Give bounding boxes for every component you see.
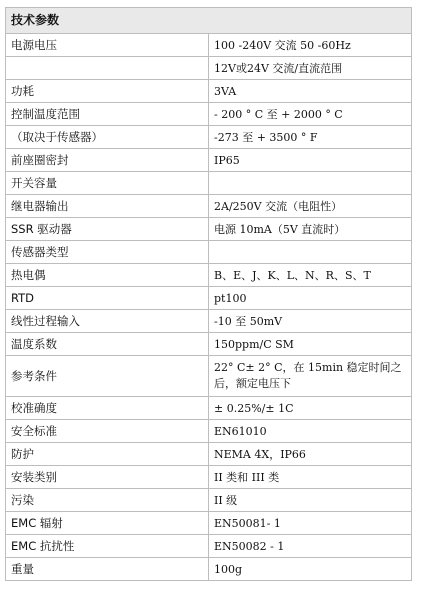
row-label: 热电偶	[6, 264, 209, 287]
row-label: 电源电压	[6, 34, 209, 57]
table-row	[6, 218, 412, 241]
table-row	[6, 241, 412, 264]
row-label: （取决于传感器）	[6, 126, 209, 149]
table-row	[6, 195, 412, 218]
table-header-row	[6, 8, 412, 34]
row-label: 开关容量	[6, 172, 209, 195]
spec-table-body	[6, 8, 412, 581]
row-value: 12V或24V 交流/直流范围	[209, 57, 412, 80]
table-row	[6, 489, 412, 512]
table-row	[6, 149, 412, 172]
table-row	[6, 310, 412, 333]
row-value: - 200 ° C 至 + 2000 ° C	[209, 103, 412, 126]
row-value: 22° C± 2° C，在 15min 稳定时间之后，额定电压下	[209, 356, 412, 397]
table-row	[6, 397, 412, 420]
row-value: 100g	[209, 558, 412, 581]
table-row	[6, 172, 412, 195]
table-row	[6, 512, 412, 535]
row-value: -273 至 + 3500 ° F	[209, 126, 412, 149]
row-label: 功耗	[6, 80, 209, 103]
row-value: 150ppm/C SM	[209, 333, 412, 356]
row-label: 校准确度	[6, 397, 209, 420]
row-value: EN50081- 1	[209, 512, 412, 535]
row-label: 线性过程输入	[6, 310, 209, 333]
row-value: 电源 10mA（5V 直流时）	[209, 218, 412, 241]
row-value	[209, 172, 412, 195]
row-value: II 类和 III 类	[209, 466, 412, 489]
row-value: NEMA 4X，IP66	[209, 443, 412, 466]
table-row	[6, 443, 412, 466]
table-title: 技术参数	[6, 8, 412, 34]
row-label: 安装类别	[6, 466, 209, 489]
table-row	[6, 356, 412, 397]
row-label: 传感器类型	[6, 241, 209, 264]
row-value: 3VA	[209, 80, 412, 103]
row-label: 参考条件	[6, 356, 209, 397]
table-row	[6, 126, 412, 149]
table-row	[6, 34, 412, 57]
row-value: B、E、J、K、L、N、R、S、T	[209, 264, 412, 287]
table-row	[6, 420, 412, 443]
row-label: 继电器输出	[6, 195, 209, 218]
row-label: 控制温度范围	[6, 103, 209, 126]
table-row	[6, 558, 412, 581]
table-row	[6, 535, 412, 558]
row-value: ± 0.25%/± 1C	[209, 397, 412, 420]
table-row	[6, 103, 412, 126]
table-row	[6, 466, 412, 489]
row-value	[209, 241, 412, 264]
row-label: RTD	[6, 287, 209, 310]
table-row	[6, 264, 412, 287]
row-label: EMC 抗扰性	[6, 535, 209, 558]
table-row	[6, 57, 412, 80]
row-label: EMC 辐射	[6, 512, 209, 535]
row-label: 重量	[6, 558, 209, 581]
table-row	[6, 287, 412, 310]
table-row	[6, 80, 412, 103]
table-row	[6, 333, 412, 356]
row-value: EN61010	[209, 420, 412, 443]
row-value: IP65	[209, 149, 412, 172]
row-value: pt100	[209, 287, 412, 310]
row-label: SSR 驱动器	[6, 218, 209, 241]
spec-table	[5, 7, 412, 581]
row-label	[6, 57, 209, 80]
row-label: 防护	[6, 443, 209, 466]
row-label: 安全标准	[6, 420, 209, 443]
row-value: -10 至 50mV	[209, 310, 412, 333]
row-value: II 级	[209, 489, 412, 512]
row-label: 前座圈密封	[6, 149, 209, 172]
row-value: 2A/250V 交流（电阻性）	[209, 195, 412, 218]
row-label: 污染	[6, 489, 209, 512]
row-value: EN50082 - 1	[209, 535, 412, 558]
row-value: 100 -240V 交流 50 -60Hz	[209, 34, 412, 57]
row-label: 温度系数	[6, 333, 209, 356]
